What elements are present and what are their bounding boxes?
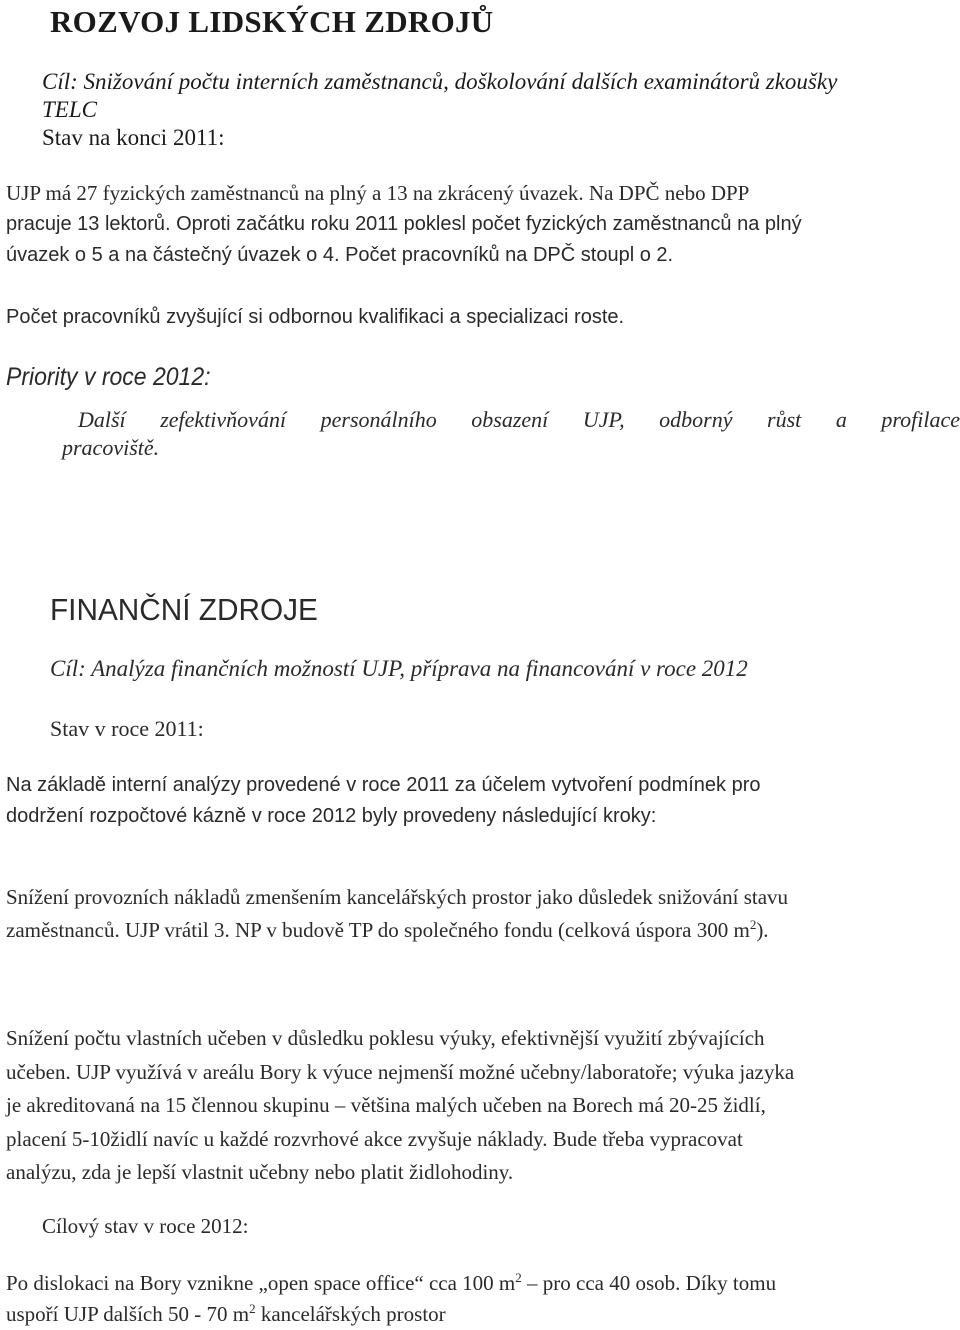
finance-state-label: Stav v roce 2011:: [50, 716, 204, 741]
priorities-text-line-1: Další zefektivňování personálního obsazení UJP, odborný růst a profilace: [78, 407, 960, 432]
hr-section-heading: ROZVOJ LIDSKÝCH ZDROJŮ: [50, 4, 494, 39]
hr-paragraph-2: Počet pracovníků zvyšující si odbornou kvalifikaci a specializaci roste.: [6, 306, 625, 328]
hr-paragraph-1-line-3: úvazek o 5 a na částečný úvazek o 4. Počet pracovníků na DPČ stoupl o 2.: [6, 244, 674, 266]
hr-paragraph-1-line-2: pracuje 13 lektorů. Oproti začátku roku 2011 poklesl počet fyzických zaměstnanců na plný: [6, 213, 802, 235]
superscript-2: 2: [249, 1301, 256, 1316]
finance-paragraph-4-line-1-end: – pro cca 40 osob. Díky tomu: [521, 1271, 777, 1295]
finance-paragraph-2-line-2: [6, 914, 788, 947]
hr-paragraph-1-line-1: UJP má 27 fyzických zaměstnanců na plný a 13 na zkrácený úvazek. Na DPČ nebo DPP: [6, 181, 750, 205]
priorities-text-line-2: pracoviště.: [62, 435, 160, 460]
target-state-label: Cílový stav v roce 2012:: [42, 1214, 249, 1238]
finance-paragraph-2-line-1: Snížení provozních nákladů zmenšením kancelářských prostor jako důsledek snižování stavu: [6, 885, 789, 909]
hr-goal: [42, 68, 837, 124]
finance-paragraph-3-line-5: analýzu, zda je lepší vlastnit učebny nebo platit židlohodiny.: [6, 1160, 514, 1184]
finance-paragraph-3-line-1: Snížení počtu vlastních učeben v důsledku poklesu výuky, efektivnější využití zbývajících: [6, 1026, 765, 1050]
finance-paragraph-2-line-2-text: zaměstnanců. UJP vrátil 3. NP v budově TP do společného fondu (celková úspora 300 m: [6, 918, 750, 942]
finance-paragraph-4: [6, 1268, 776, 1330]
finance-paragraph-4-line-1-text: Po dislokaci na Bory vznikne „open space office“ cca 100 m: [6, 1271, 516, 1295]
hr-paragraph-1: [6, 178, 802, 271]
hr-goal-line-2: TELC: [42, 97, 97, 122]
finance-paragraph-3-line-3: je akreditovaná na 15 člennou skupinu – většina malých učeben na Borech má 20-25 židlí,: [6, 1093, 766, 1117]
finance-paragraph-3: [6, 1022, 794, 1190]
finance-paragraph-3-line-4: placení 5-10židlí navíc u každé rozvrhové akce zvyšuje náklady. Bude třeba vypracovat: [6, 1126, 743, 1151]
priorities-text: [62, 406, 960, 462]
finance-paragraph-1-line-2: dodržení rozpočtové kázně v roce 2012 byly provedeny následující kroky:: [6, 805, 657, 827]
finance-paragraph-2-line-2-end: ).: [756, 918, 769, 942]
finance-paragraph-4-line-2: [6, 1299, 776, 1330]
finance-goal: Cíl: Analýza finančních možností UJP, příprava na financování v roce 2012: [50, 656, 748, 681]
finance-paragraph-4-line-2-end: kancelářských prostor: [255, 1302, 446, 1326]
finance-paragraph-4-line-2-text: uspoří UJP dalších 50 - 70 m: [6, 1302, 250, 1326]
hr-goal-line-1: Cíl: Snižování počtu interních zaměstnanců, doškolování dalších examinátorů zkoušky: [42, 69, 838, 94]
finance-paragraph-1: [6, 770, 761, 832]
finance-paragraph-4-line-1: [6, 1268, 776, 1299]
finance-paragraph-2: [6, 881, 788, 947]
superscript-2: 2: [515, 1270, 522, 1285]
finance-paragraph-3-line-2: učeben. UJP využívá v areálu Bory k výuce nejmenší možné učebny/laboratoře; výuka jazyka: [6, 1059, 795, 1084]
finance-paragraph-1-line-1: Na základě interní analýzy provedené v roce 2011 za účelem vytvoření podmínek pro: [6, 774, 761, 796]
superscript-2: 2: [749, 917, 757, 932]
finance-section-heading: FINANČNÍ ZDROJE: [50, 592, 318, 627]
hr-state-label: Stav na konci 2011:: [42, 125, 225, 150]
priorities-label: Priority v roce 2012:: [6, 363, 211, 391]
